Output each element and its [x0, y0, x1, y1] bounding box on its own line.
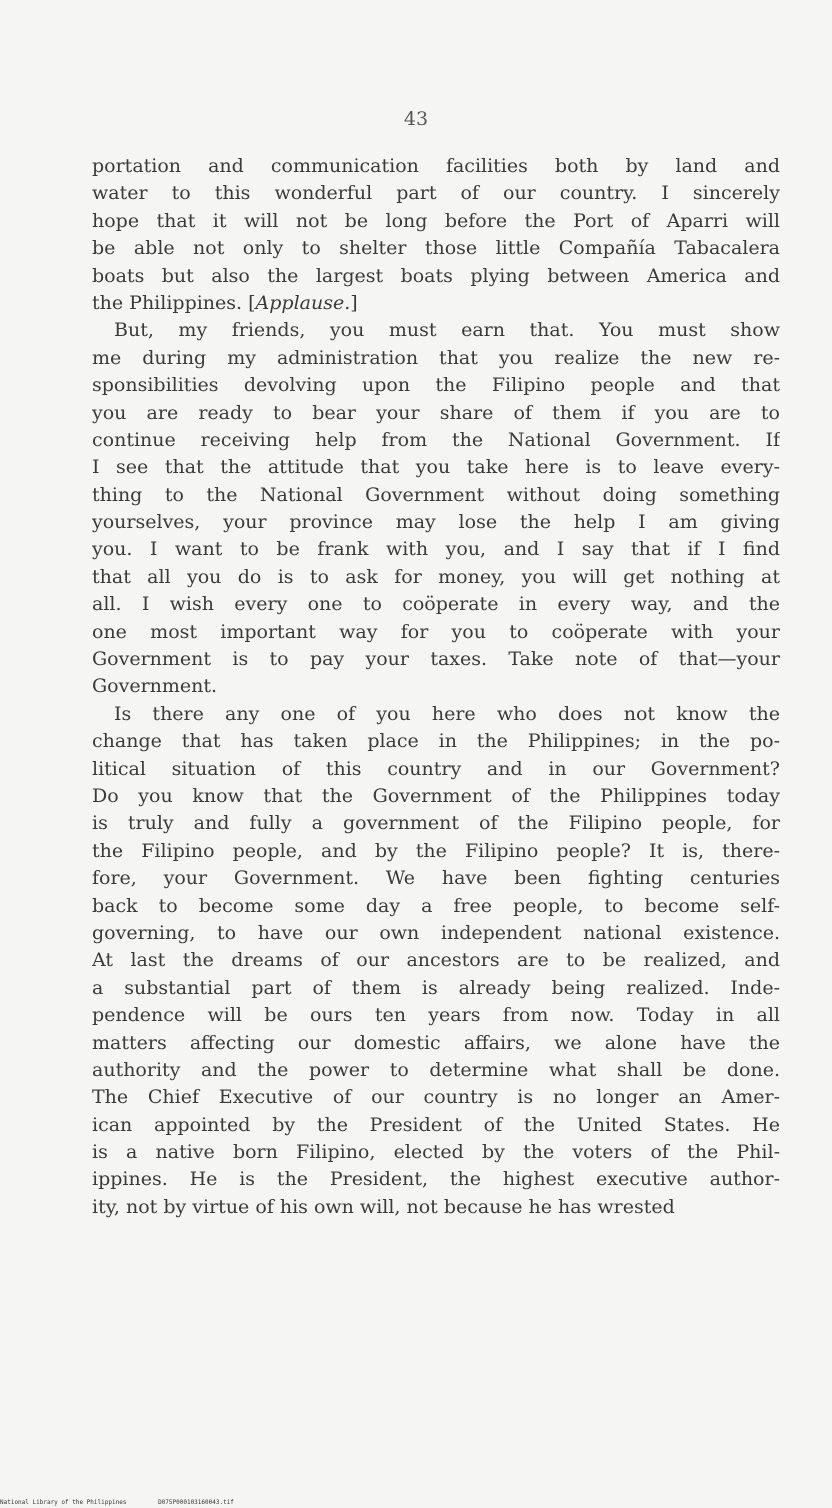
text-line: yourselves, your province may lose the help I am giving: [92, 511, 780, 534]
page-number: 43: [403, 108, 429, 130]
text-line: one most important way for you to coöperate with your: [92, 620, 780, 643]
text-line: water to this wonderful part of our country. I sincerely: [92, 182, 780, 205]
text-line: all. I wish every one to coöperate in every way, and the: [92, 593, 780, 616]
text-line: I see that the attitude that you take here is to leave every-: [92, 456, 780, 479]
text-line: back to become some day a free people, to become self-: [92, 894, 780, 917]
file-name: D075P000103160043.tif: [158, 1499, 234, 1506]
text-line: ippines. He is the President, the highest executive author-: [92, 1168, 780, 1191]
text-line: boats but also the largest boats plying between America and: [92, 264, 780, 287]
body-text: [92, 153, 780, 1221]
text-line: The Chief Executive of our country is no longer an Amer-: [92, 1086, 780, 1109]
text-line: you. I want to be frank with you, and I say that if I find: [92, 538, 780, 561]
text-line: litical situation of this country and in our Government?: [92, 757, 780, 780]
text-line: thing to the National Government without doing something: [92, 483, 780, 506]
text-line: authority and the power to determine what shall be done.: [92, 1058, 780, 1081]
text-line: change that has taken place in the Philippines; in the po-: [92, 730, 780, 753]
text-line: Do you know that the Government of the Philippines today: [92, 784, 780, 807]
text-line: portation and communication facilities both by land and: [92, 155, 780, 177]
text-line: matters affecting our domestic affairs, we alone have the: [92, 1031, 780, 1054]
paragraph: [92, 317, 780, 700]
text-line: a substantial part of them is already being realized. Inde-: [92, 976, 780, 999]
library-credit: National Library of the Philippines: [0, 1499, 127, 1506]
text-line: is a native born Filipino, elected by the voters of the Phil-: [92, 1141, 780, 1164]
text-line: you are ready to bear your share of them if you are to: [92, 401, 780, 424]
text-line: continue receiving help from the National Government. If: [92, 428, 780, 451]
text-line: be able not only to shelter those little Compañía Tabacalera: [92, 237, 780, 260]
text-line: that all you do is to ask for money, you will get nothing at: [92, 565, 780, 588]
text-line: fore, your Government. We have been fighting centuries: [92, 867, 780, 890]
text-line: ity, not by virtue of his own will, not because he has wrested: [92, 1195, 675, 1218]
paragraph: [92, 701, 780, 1221]
text-line: But, my friends, you must earn that. You must show: [114, 319, 780, 342]
text-line: hope that it will not be long before the Port of Aparri will: [92, 209, 780, 232]
scan-footer: [0, 1499, 262, 1506]
text-line: Is there any one of you here who does not know the: [114, 702, 780, 725]
paragraph: [92, 153, 780, 317]
text-line: Government is to pay your taxes. Take note of that—your: [92, 648, 780, 671]
text-line: me during my administration that you realize the new re-: [92, 346, 780, 369]
text-line: governing, to have our own independent national existence.: [92, 921, 780, 944]
text-line: the Philippines. [Applause.]: [92, 291, 358, 314]
text-line: the Filipino people, and by the Filipino people? It is, there-: [92, 839, 780, 862]
text-line: sponsibilities devolving upon the Filipino people and that: [92, 374, 780, 397]
text-line: is truly and fully a government of the Filipino people, for: [92, 812, 780, 835]
text-line: ican appointed by the President of the United States. He: [92, 1113, 780, 1136]
text-line: Government.: [92, 675, 218, 698]
text-line: At last the dreams of our ancestors are to be realized, and: [92, 949, 780, 972]
text-line: pendence will be ours ten years from now. Today in all: [92, 1004, 780, 1027]
